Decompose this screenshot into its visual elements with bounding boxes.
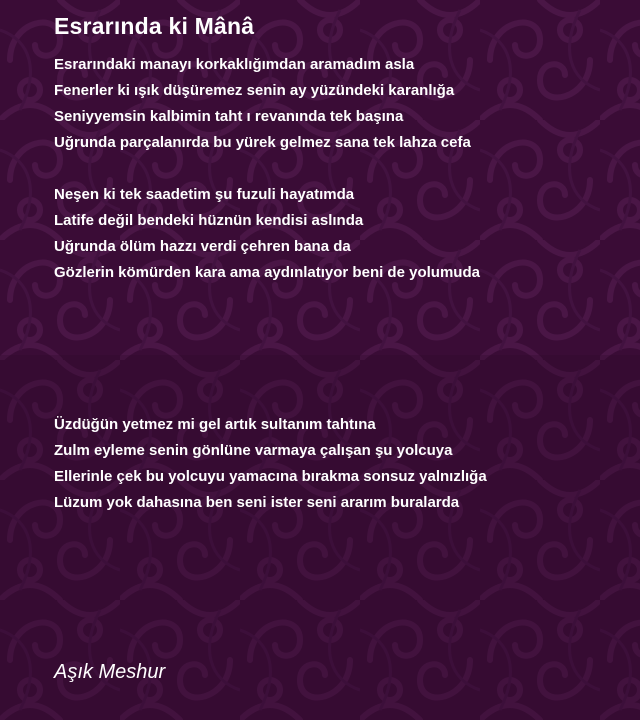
poem-stanza-2 [54, 182, 624, 286]
poem-line: Seniyyemsin kalbimin taht ı revanında tek başına [54, 108, 404, 125]
poem-container [54, 10, 624, 516]
poem-line: Gözlerin kömürden kara ama aydınlatıyor beni de yolumuda [54, 264, 480, 281]
poem-line: Esrarındaki manayı korkaklığımdan aramadım asla [54, 56, 415, 73]
poem-author: Aşık Meshur [54, 661, 166, 683]
poem-line: Neşen ki tek saadetim şu fuzuli hayatımda [54, 186, 355, 203]
poem-title: Esrarında ki Mânâ [54, 13, 255, 39]
poem-line: Uğrunda ölüm hazzı verdi çehren bana da [54, 238, 351, 255]
poem-line: Lüzum yok dahasına ben seni ister seni ararım buralarda [54, 494, 460, 511]
poem-line: Latife değil bendeki hüznün kendisi aslında [54, 212, 364, 229]
poem-stanza-3 [54, 412, 624, 516]
poem-stanza-1 [54, 52, 624, 156]
poem-line: Zulm eyleme senin gönlüne varmaya çalışan şu yolcuya [54, 442, 453, 459]
poem-line: Üzdüğün yetmez mi gel artık sultanım tahtına [54, 416, 376, 433]
poem-line: Ellerinle çek bu yolcuyu yamacına bırakma sonsuz yalnızlığa [54, 468, 487, 485]
poem-line: Uğrunda parçalanırda bu yürek gelmez sana tek lahza cefa [54, 134, 471, 151]
poem-line: Fenerler ki ışık düşüremez senin ay yüzündeki karanlığa [54, 82, 455, 99]
